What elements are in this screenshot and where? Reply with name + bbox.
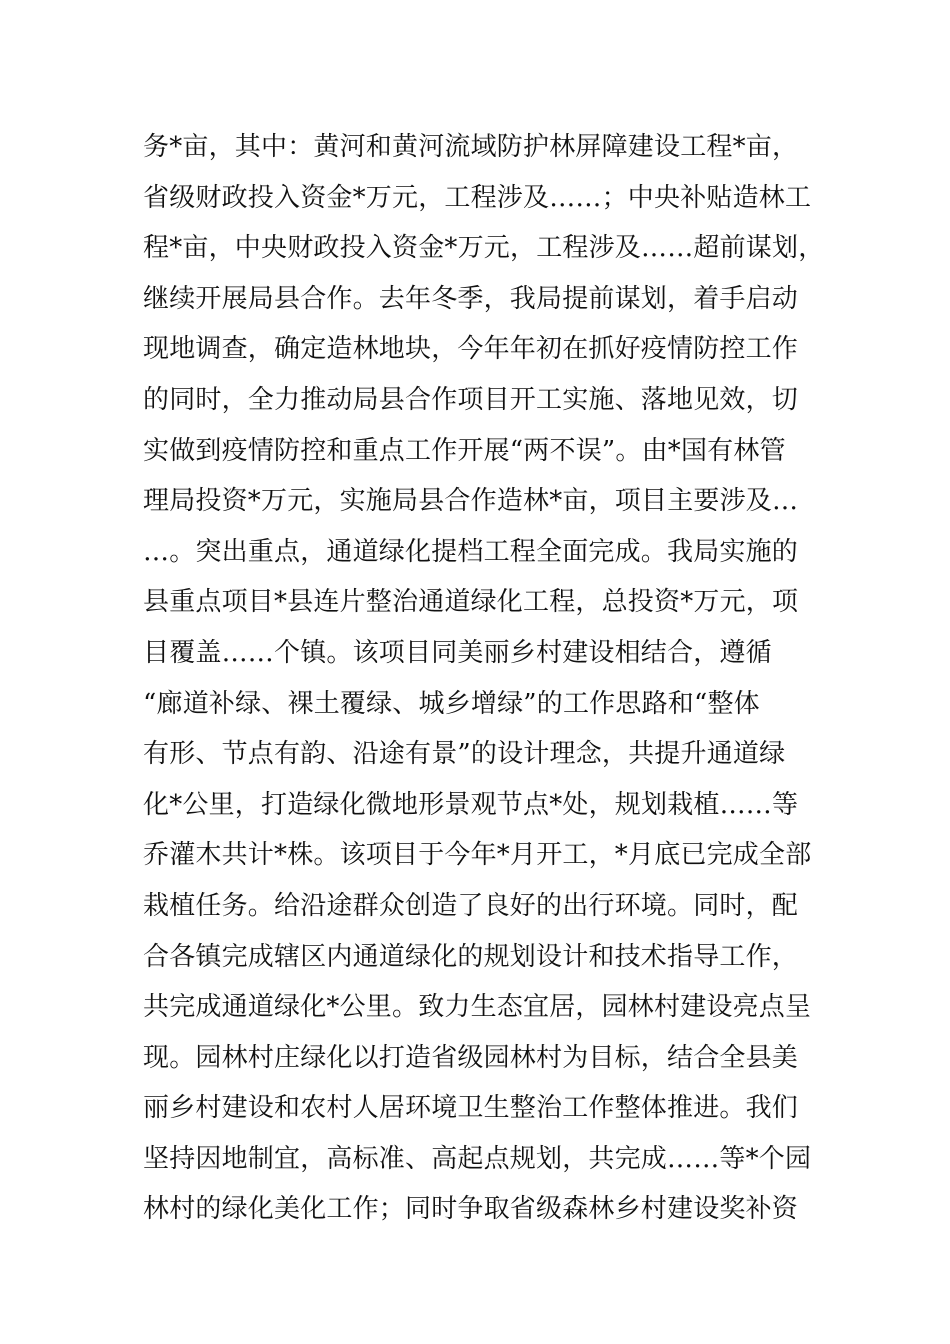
text-line: 县重点项目*县连片整治通道绿化工程，总投资*万元，项 xyxy=(143,587,799,618)
body-text xyxy=(143,122,833,1235)
text-line: 乔灌木共计*株。该项目于今年*月开工，*月底已完成全部 xyxy=(143,840,812,871)
text-line: 程*亩，中央财政投入资金*万元，工程涉及……超前谋划， xyxy=(143,233,825,264)
text-line: 继续开展局县合作。去年冬季，我局提前谋划，着手启动 xyxy=(143,283,799,314)
text-line: 目覆盖……个镇。该项目同美丽乡村建设相结合，遵循 xyxy=(143,637,772,668)
text-line: …。突出重点，通道绿化提档工程全面完成。我局实施的 xyxy=(143,536,799,567)
text-line: 现地调查，确定造林地块，今年年初在抓好疫情防控工作 xyxy=(143,334,799,365)
text-line: 现。园林村庄绿化以打造省级园林村为目标，结合全县美 xyxy=(143,1042,799,1073)
text-line: 务*亩，其中：黄河和黄河流域防护林屏障建设工程*亩， xyxy=(143,132,799,162)
text-line: 丽乡村建设和农村人居环境卫生整治工作整体推进。我们 xyxy=(143,1093,799,1124)
text-line: “廊道补绿、裸土覆绿、城乡增绿”的工作思路和“整体 xyxy=(143,688,760,719)
text-line: 合各镇完成辖区内通道绿化的规划设计和技术指导工作， xyxy=(143,941,799,972)
text-line: 化*公里，打造绿化微地形景观节点*处，规划栽植……等 xyxy=(143,789,799,820)
text-line: 栽植任务。给沿途群众创造了良好的出行环境。同时，配 xyxy=(143,890,799,921)
text-line: 理局投资*万元，实施局县合作造林*亩，项目主要涉及… xyxy=(143,486,799,517)
text-line: 共完成通道绿化*公里。致力生态宜居，园林村建设亮点呈 xyxy=(143,992,812,1023)
text-line: 省级财政投入资金*万元，工程涉及……；中央补贴造林工 xyxy=(143,182,812,213)
text-line: 实做到疫情防控和重点工作开展“两不误”。由*国有林管 xyxy=(143,435,786,466)
text-line: 坚持因地制宜，高标准、高起点规划，共完成……等*个园 xyxy=(143,1143,812,1174)
text-line: 有形、节点有韵、沿途有景”的设计理念，共提升通道绿 xyxy=(143,739,786,770)
text-line: 林村的绿化美化工作；同时争取省级森林乡村建设奖补资 xyxy=(143,1194,799,1225)
text-line: 的同时，全力推动局县合作项目开工实施、落地见效，切 xyxy=(143,384,799,415)
